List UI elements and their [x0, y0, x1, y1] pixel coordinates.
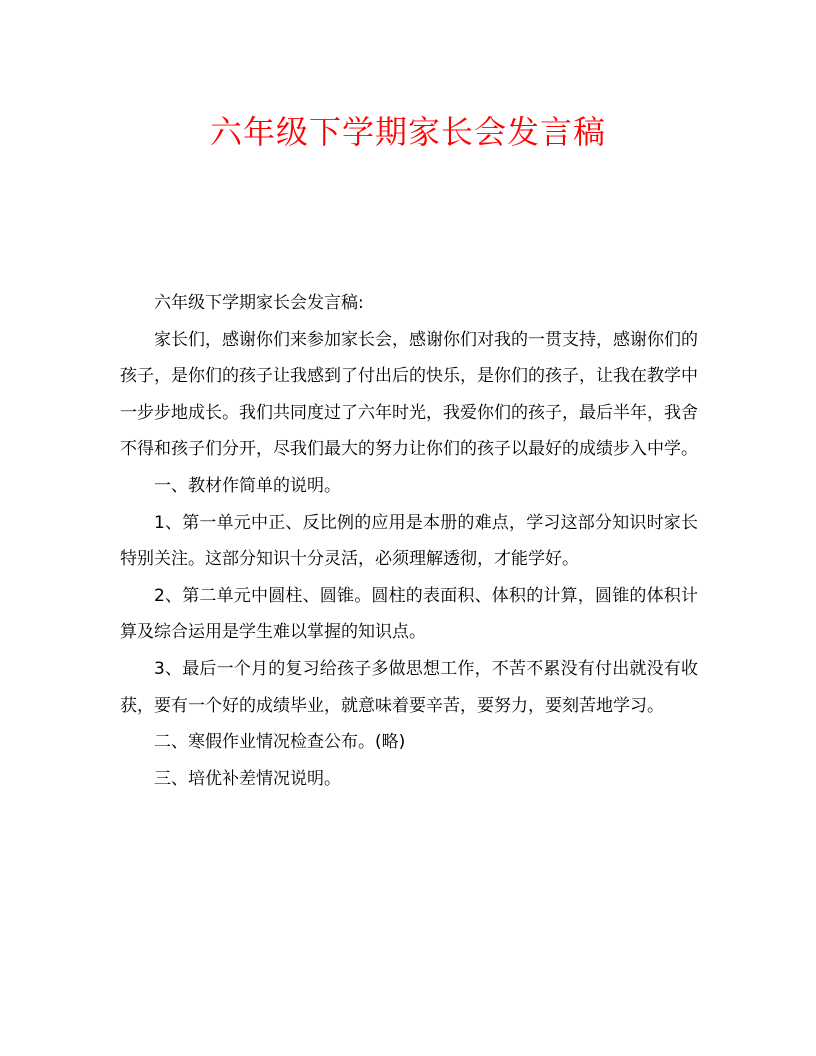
paragraph-section-3: 三、培优补差情况说明。 [154, 768, 341, 789]
paragraph-item-3: 3、最后一个月的复习给孩子多做思想工作，不苦不累没有付出就没有收获，要有一个好的成绩毕业，就意味着要辛苦，要努力，要刻苦地学习。 [120, 658, 698, 716]
paragraph-section-1: 一、教材作简单的说明。 [154, 475, 341, 496]
document-body [120, 285, 698, 797]
paragraph-item-1: 1、第一单元中正、反比例的应用是本册的难点，学习这部分知识时家长特别关注。这部分知识十分灵活，必须理解透彻，才能学好。 [120, 512, 698, 570]
paragraph-heading: 六年级下学期家长会发言稿: [154, 293, 364, 313]
document-title: 六年级下学期家长会发言稿 [209, 113, 606, 151]
paragraph-item-2: 2、第二单元中圆柱、圆锥。圆柱的表面积、体积的计算，圆锥的体积计算及综合运用是学生难以掌握的知识点。 [120, 585, 698, 643]
paragraph-greeting: 家长们，感谢你们来参加家长会，感谢你们对我的一贯支持，感谢你们的孩子，是你们的孩子让我感到了付出后的快乐，是你们的孩子，让我在教学中一步步地成长。我们共同度过了六年时光，我爱你们的孩子，最后半年，我舍不得和孩子们分开，尽我们最大的努力让你们的孩子以最好的成绩步入中学。 [120, 329, 698, 460]
paragraph-section-2: 二、寒假作业情况检查公布。(略) [154, 732, 406, 753]
